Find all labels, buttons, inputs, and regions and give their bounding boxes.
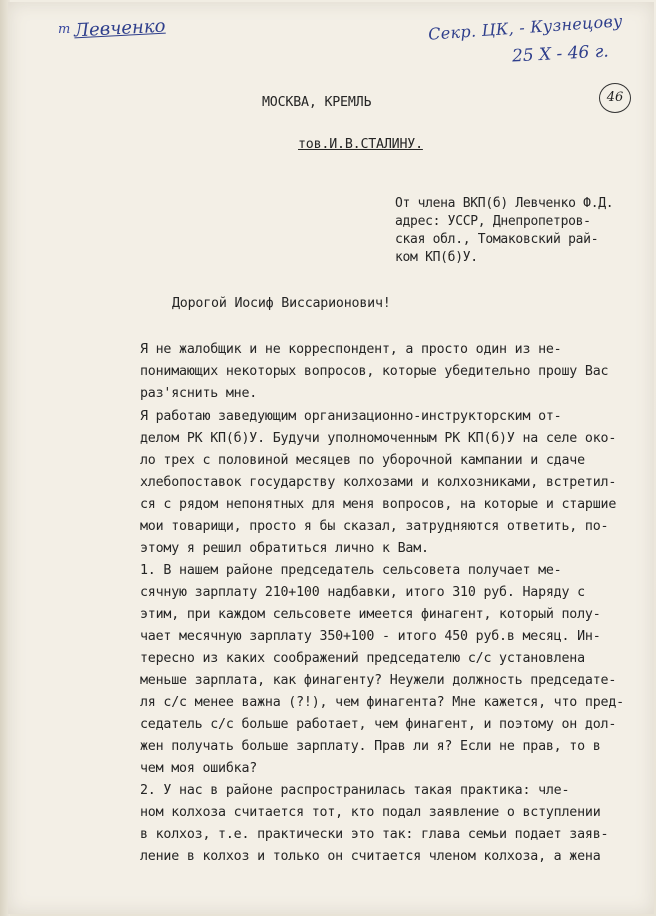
body-line: понимающих некоторых вопросов, которые убедительно прошу Вас (140, 364, 609, 379)
body-line: 1. В нашем районе председатель сельсовета получает ме- (140, 563, 562, 578)
body-line: мои товарищи, просто я бы сказал, затрудняются ответить, по- (140, 519, 609, 534)
handwritten-name-prefix: т (58, 22, 71, 37)
body-line: чем моя ошибка? (140, 761, 258, 776)
body-line: меньше зарплата, как финагенту? Неужели должность председате- (140, 673, 617, 688)
sender-line: адрес: УССР, Днепропетров- (395, 214, 591, 229)
folio-number-circled: 46 (599, 83, 631, 113)
body-line: 2. У нас в районе распространилась такая практика: чле- (140, 783, 570, 798)
body-line: ло трех с половиной месяцев по уборочной кампании и сдаче (140, 453, 585, 468)
body-line: седатель с/с больше работает, чем финагент, и поэтому он дол- (140, 717, 617, 732)
body-line: Я работаю заведующим организационно-инструкторским от- (140, 409, 562, 424)
header-recipient-line: тов.И.В.СТАЛИНУ. (298, 137, 423, 152)
body-line: хлебопоставок государству колхозами и колхозниками, встретил- (140, 475, 617, 490)
handwritten-date: 25 X - 46 г. (511, 41, 610, 67)
body-line: делом РК КП(б)У. Будучи уполномоченным РК КП(б)У на селе око- (140, 431, 617, 446)
body-line: жен получать больше зарплату. Прав ли я? Если не прав, то в (140, 739, 601, 754)
body-line: ном колхоза считается тот, кто подал заявление о вступлении (140, 805, 601, 820)
body-line: ля с/с менее важна (?!), чем финагента? Мне кажется, что пред- (140, 695, 624, 710)
salutation: Дорогой Иосиф Виссарионович! (172, 296, 391, 311)
body-line: этим, при каждом сельсовете имеется финагент, который полу- (140, 607, 601, 622)
body-line: сячную зарплату 210+100 надбавки, итого 310 руб. Наряду с (140, 585, 585, 600)
body-line: ление в колхоз и только он считается членом колхоза, а жена (140, 849, 601, 864)
handwritten-secretary-note: Секр. ЦК, - Кузнецову (427, 11, 624, 44)
sender-line: ская обл., Томаковский рай- (395, 232, 599, 247)
sender-line: От члена ВКП(б) Левченко Ф.Д. (395, 196, 614, 211)
body-line: в колхоз, т.е. практически это так: глава семьи подает заяв- (140, 827, 609, 842)
body-line: раз'яснить мне. (140, 386, 258, 401)
body-line: этому я решил обратиться лично к Вам. (140, 541, 429, 556)
handwritten-name: Левченко (73, 15, 166, 42)
header-city-line: МОСКВА, КРЕМЛЬ (262, 95, 372, 110)
body-line: Я не жалобщик и не корреспондент, а просто один из не- (140, 342, 562, 357)
body-line: тересно из каких соображений председателю с/с установлена (140, 651, 585, 666)
sender-line: ком КП(б)У. (395, 250, 478, 265)
body-line: чает месячную зарплату 350+100 - итого 450 руб.в месяц. Ин- (140, 629, 601, 644)
body-line: ся с рядом непонятных для меня вопросов, на которые и старшие (140, 497, 617, 512)
